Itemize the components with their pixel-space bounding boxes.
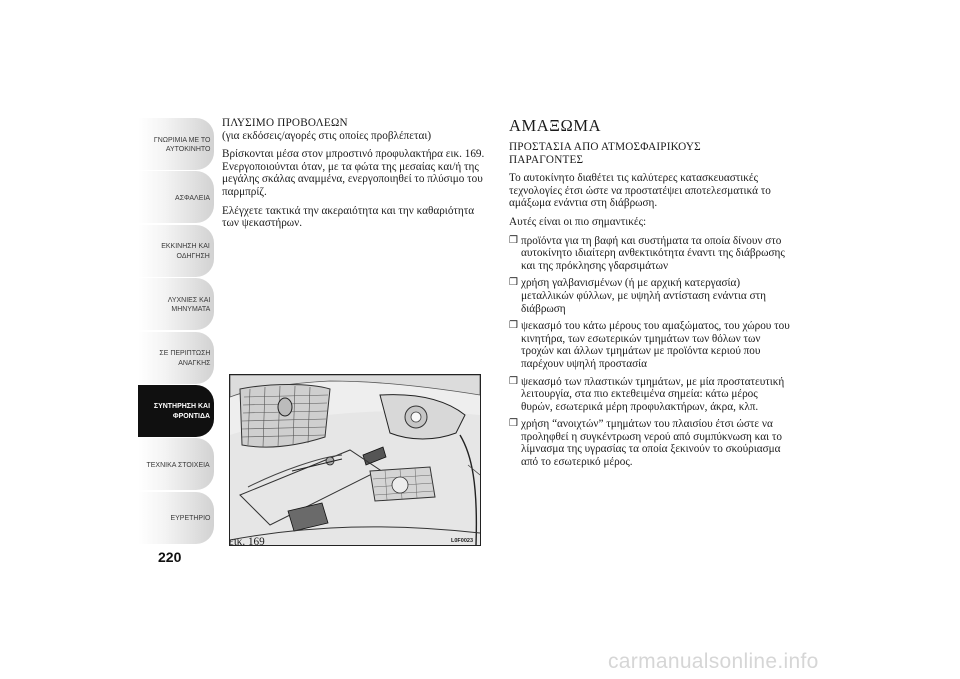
tab-label-line: ΓΝΩΡΙΜΙΑ ΜΕ ΤΟ: [153, 134, 210, 144]
tab-label: [147, 460, 210, 470]
tab-label-line: ΑΣΦΑΛΕΙΑ: [175, 192, 210, 202]
right-column: [509, 117, 791, 474]
tab-label-line: ΟΔΗΓΗΣΗ: [176, 250, 210, 260]
list-item-text: ψεκασμό των πλαστικών τμημάτων, με μία προστατευτική λειτουργία, στα πιο εκτεθειμένα σημεία: κάτω μέρος θυρών, εσωτερικά μέρη προφυλακτήρων, άκρα, κλπ.: [521, 375, 785, 413]
watermark: carmanualsonline.info: [608, 650, 819, 673]
left-column: [222, 117, 490, 230]
tab-emergency[interactable]: [138, 332, 214, 384]
list-item: [509, 376, 791, 414]
tab-label-line: ΣΥΝΤΗΡΗΣΗ ΚΑΙ: [153, 401, 210, 411]
checkbox-bullet-icon: ❒: [509, 277, 518, 289]
tab-label: [153, 135, 210, 154]
tab-safety[interactable]: [138, 171, 214, 223]
tab-label: [161, 241, 210, 260]
tab-label-line: ΑΥΤΟΚΙΝΗΤΟ: [165, 144, 210, 153]
tab-label: [159, 348, 210, 367]
tab-label-line: ΜΗΝΥΜΑΤΑ: [171, 304, 210, 314]
page-number: 220: [158, 549, 182, 565]
chapter-sidebar: [138, 118, 214, 545]
tab-label: [175, 193, 210, 203]
tab-warning-lights[interactable]: [138, 278, 214, 330]
tab-label-line: ΦΡΟΝΤΙΔΑ: [172, 410, 210, 420]
list-item: [509, 277, 791, 315]
tab-label: [167, 295, 210, 314]
tab-maintenance-care[interactable]: [138, 385, 214, 437]
tab-index[interactable]: [138, 492, 214, 544]
checkbox-bullet-icon: ❒: [509, 375, 518, 387]
tab-label: [170, 513, 210, 523]
tab-starting-driving[interactable]: [138, 225, 214, 277]
list-item-text: χρήση γαλβανισμένων (ή με αρχική κατεργασία) μεταλλικών φύλλων, με υψηλή αντίσταση ενάντια στη διάβρωση: [521, 277, 766, 315]
list-item-text: ψεκασμό του κάτω μέρους του αμαξώματος, του χώρου του κινητήρα, των εσωτερικών τμημάτων των θόλων των τροχών και άλλων τμημάτων με προϊόντα κεριού που παρέχουν υψηλή προστασία: [521, 320, 790, 370]
list-item: [509, 418, 791, 468]
list-item: [509, 320, 791, 370]
tab-label-line: ΑΝΑΓΚΗΣ: [177, 357, 210, 367]
section-heading: ΠΛΥΣΙΜΟ ΠΡΟΒΟΛΕΩΝ: [222, 117, 348, 129]
car-front-illustration: [230, 375, 480, 545]
tab-label-line: ΕΥΡΕΤΗΡΙΟ: [170, 512, 210, 522]
section-heading-line: ΠΡΟΣΤΑΣΙΑ ΑΠΟ ΑΤΜΟΣΦΑΙΡΙΚΟΥΣ: [509, 141, 701, 153]
tab-technical-data[interactable]: [138, 438, 214, 490]
tab-label-line: ΕΚΚΙΝΗΣΗ ΚΑΙ: [161, 241, 210, 251]
figure-code: L0F0023: [451, 538, 474, 544]
list-item-text: χρήση “ανοιχτών” τμημάτων του πλαισίου έτσι ώστε να προληφθεί η συγκέντρωση νερού από συμπύκνωση και το λίμνασμα της υγρασίας τα οποία ξεκινούν το σκούριασμα από το εσωτερικό μέρος.: [521, 418, 782, 469]
tab-label-line: ΣΕ ΠΕΡΙΠΤΩΣΗ: [158, 348, 210, 358]
checkbox-bullet-icon: ❒: [509, 320, 518, 332]
section-heading: [509, 141, 791, 166]
tab-label-line: ΛΥΧΝΙΕΣ ΚΑΙ: [167, 294, 210, 304]
tab-getting-to-know[interactable]: [138, 118, 214, 170]
list-item: [509, 235, 791, 273]
figure-headlamp-washers: [229, 374, 481, 546]
paragraph: Το αυτοκίνητο διαθέτει τις καλύτερες κατασκευαστικές τεχνολογίες έτσι ώστε να προστατέψει αποτελεσματικά το αμάξωμα ενάντια στη διάβρωση.: [509, 172, 771, 210]
bullet-list: [509, 235, 791, 469]
section-subheading: (για εκδόσεις/αγορές στις οποίες προβλέπεται): [222, 129, 432, 142]
section-heading-line: ΠΑΡΑΓΟΝΤΕΣ: [509, 153, 584, 166]
checkbox-bullet-icon: ❒: [509, 418, 518, 430]
checkbox-bullet-icon: ❒: [509, 234, 518, 246]
tab-label-line: ΤΕΧΝΙΚΑ ΣΤΟΙΧΕΙΑ: [146, 459, 210, 469]
list-item-text: προϊόντα για τη βαφή και συστήματα τα οποία δίνουν στο αυτοκίνητο ιδιαίτερη ανθεκτικότητα έναντι της διάβρωσης και της πρόκλησης γδαρσιμάτων: [521, 234, 785, 272]
chapter-title: ΑΜΑΞΩΜΑ: [509, 116, 602, 135]
paragraph: Ελέγχετε τακτικά την ακεραιότητα και την καθαριότητα των ψεκαστήρων.: [222, 204, 475, 230]
paragraph: Βρίσκονται μέσα στον μπροστινό προφυλακτήρα εικ. 169. Ενεργοποιούνται όταν, με τα φώτα της μεσαίας και/ή της μεγάλης σκάλας αναμμένα, ενεργοποιηθεί το πλύσιμο του παρμπρίζ.: [222, 148, 485, 198]
figure-caption: εικ. 169: [229, 536, 265, 548]
paragraph: Αυτές είναι οι πιο σημαντικές:: [509, 215, 647, 228]
tab-label: [154, 401, 210, 420]
